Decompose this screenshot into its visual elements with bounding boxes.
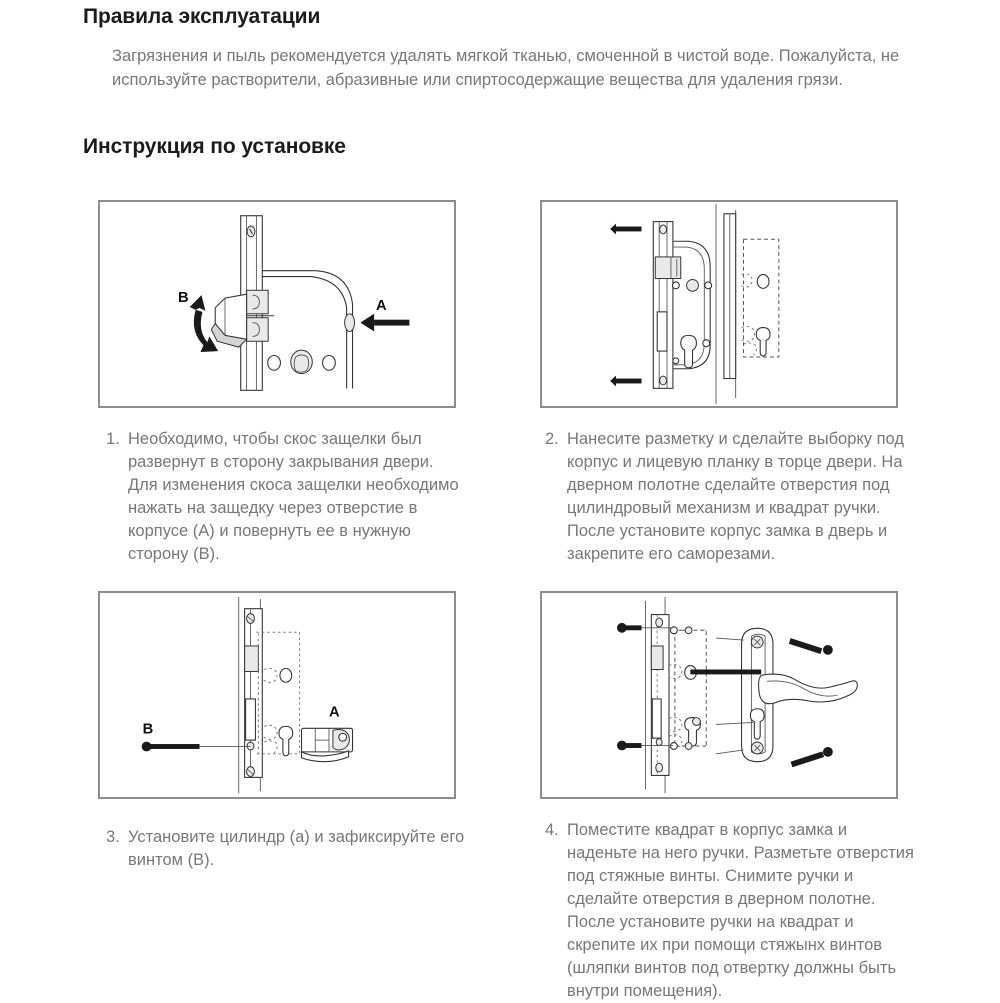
lever-handle xyxy=(759,674,858,704)
step-2-text: Нанесите разметку и сделайте выборку под корпус и лицевую планку в торце двери. На дверном полотне сделайте отверстия под цилиндровый механизм и квадрат ручки. После установите корпус замка в дверь и закрепите его саморезами. xyxy=(567,430,904,563)
screw-top xyxy=(610,224,641,235)
step-1-number: 1. xyxy=(106,430,120,448)
lock-body-mortise-diagram xyxy=(540,200,898,408)
diagram1-label-a: A xyxy=(376,297,387,314)
diagram3-label-b: B xyxy=(142,721,154,738)
page-title-care: Правила эксплуатации xyxy=(83,5,321,28)
diagram3-label-a: A xyxy=(328,704,340,721)
diagram1-arrow-a xyxy=(360,314,409,332)
step-1-caption xyxy=(106,428,466,566)
lock-body-mortise-svg xyxy=(542,202,896,406)
handle-install-svg xyxy=(542,593,896,797)
tie-screw-bottom-right xyxy=(791,747,833,767)
step-3-text: Установите цилиндр (a) и зафиксируйте его винтом (B). xyxy=(128,828,465,869)
cylinder-part xyxy=(302,728,353,761)
step-4-number: 4. xyxy=(545,821,559,839)
step-3-number: 3. xyxy=(106,828,120,846)
step-4-caption xyxy=(545,819,917,1003)
latch-orientation-diagram xyxy=(98,200,456,408)
step-3-caption xyxy=(106,826,466,872)
step-2-number: 2. xyxy=(545,430,559,448)
step-4-text: Поместите квадрат в корпус замка и наденьте на него ручки. Разметьте отверстия под стяжные винты. Снимите ручки и сделайте отверстия в дверном полотне. После установите ручки на квадрат и скрепите их при помощи стяжынх винтов (шляпки винтов под отвертку должны быть внутри помещения). xyxy=(567,821,914,1000)
cylinder-install-diagram xyxy=(98,591,456,799)
fixing-screw-part xyxy=(142,742,251,752)
diagram1-label-b: B xyxy=(177,290,189,307)
page-title-install: Инструкция по установке xyxy=(83,135,346,158)
handle-install-diagram xyxy=(540,591,898,799)
care-paragraph: Загрязнения и пыль рекомендуется удалять мягкой тканью, смоченной в чистой воде. Пожалуйста, не используйте растворители, абразивные или спиртосодержащие вещества для удаления грязи. xyxy=(112,47,900,89)
tie-screw-top-right xyxy=(789,638,833,655)
screw-bottom xyxy=(610,376,641,387)
cylinder-install-svg xyxy=(100,593,454,797)
step-2-caption xyxy=(545,428,917,566)
step-1-text: Необходимо, чтобы скос защелки был развернут в сторону закрывания двери. Для изменения скоса защелки необходимо нажать на защедку через отверстие в корпусе (A) и повернуть ее в нужную сторону (B). xyxy=(128,430,459,563)
latch-orientation-svg xyxy=(100,202,454,406)
